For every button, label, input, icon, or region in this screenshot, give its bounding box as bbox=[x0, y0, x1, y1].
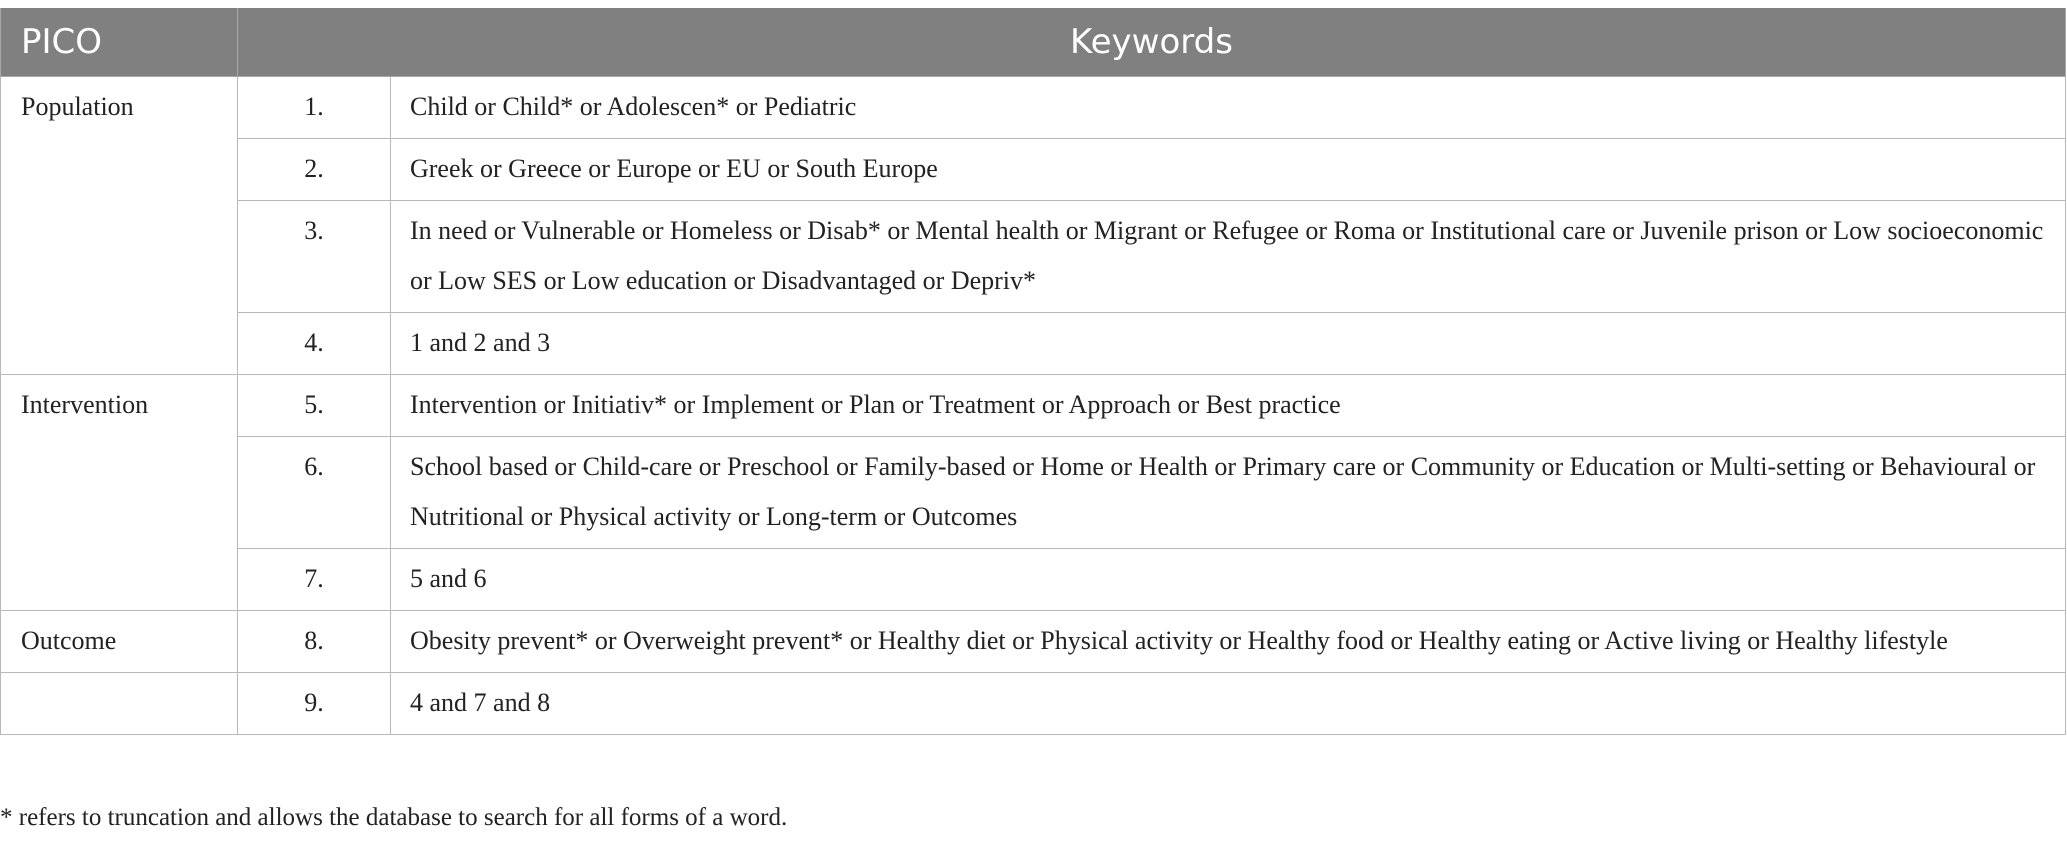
table-row bbox=[1, 201, 2066, 313]
pico-table-container bbox=[0, 8, 2067, 735]
category-outcome: Outcome bbox=[1, 611, 238, 673]
table-footnote: * refers to truncation and allows the database to search for all forms of a word. bbox=[0, 804, 788, 831]
table-row bbox=[1, 139, 2066, 201]
row-keywords: In need or Vulnerable or Homeless or Disab* or Mental health or Migrant or Refugee or Roma or Institutional care or Juvenile prison or Low socioeconomic or Low SES or Low education or Disadvantaged or Depriv* bbox=[391, 201, 2066, 313]
row-number: 1. bbox=[238, 77, 391, 139]
row-number: 7. bbox=[238, 549, 391, 611]
row-keywords: 1 and 2 and 3 bbox=[391, 313, 2066, 375]
category-empty bbox=[1, 673, 238, 735]
row-keywords: Child or Child* or Adolescen* or Pediatric bbox=[391, 77, 2066, 139]
table-row bbox=[1, 77, 2066, 139]
table-row bbox=[1, 313, 2066, 375]
row-number: 4. bbox=[238, 313, 391, 375]
row-keywords: Obesity prevent* or Overweight prevent* or Healthy diet or Physical activity or Healthy food or Healthy eating or Active living or Healthy lifestyle bbox=[391, 611, 2066, 673]
table-row bbox=[1, 437, 2066, 549]
row-number: 8. bbox=[238, 611, 391, 673]
pico-keywords-table bbox=[0, 8, 2066, 735]
row-keywords: 5 and 6 bbox=[391, 549, 2066, 611]
row-number: 2. bbox=[238, 139, 391, 201]
table-row bbox=[1, 673, 2066, 735]
table-row bbox=[1, 611, 2066, 673]
row-number: 6. bbox=[238, 437, 391, 549]
header-keywords: Keywords bbox=[238, 8, 2066, 77]
table-header-row bbox=[1, 8, 2066, 77]
row-number: 5. bbox=[238, 375, 391, 437]
category-intervention: Intervention bbox=[1, 375, 238, 611]
row-number: 3. bbox=[238, 201, 391, 313]
row-number: 9. bbox=[238, 673, 391, 735]
table-row bbox=[1, 549, 2066, 611]
row-keywords: 4 and 7 and 8 bbox=[391, 673, 2066, 735]
header-pico: PICO bbox=[1, 8, 238, 77]
row-keywords: Intervention or Initiativ* or Implement or Plan or Treatment or Approach or Best practice bbox=[391, 375, 2066, 437]
row-keywords: Greek or Greece or Europe or EU or South Europe bbox=[391, 139, 2066, 201]
table-row bbox=[1, 375, 2066, 437]
row-keywords: School based or Child-care or Preschool or Family-based or Home or Health or Primary care or Community or Education or Multi-setting or Behavioural or Nutritional or Physical activity or Long-term or Outcomes bbox=[391, 437, 2066, 549]
category-population: Population bbox=[1, 77, 238, 375]
